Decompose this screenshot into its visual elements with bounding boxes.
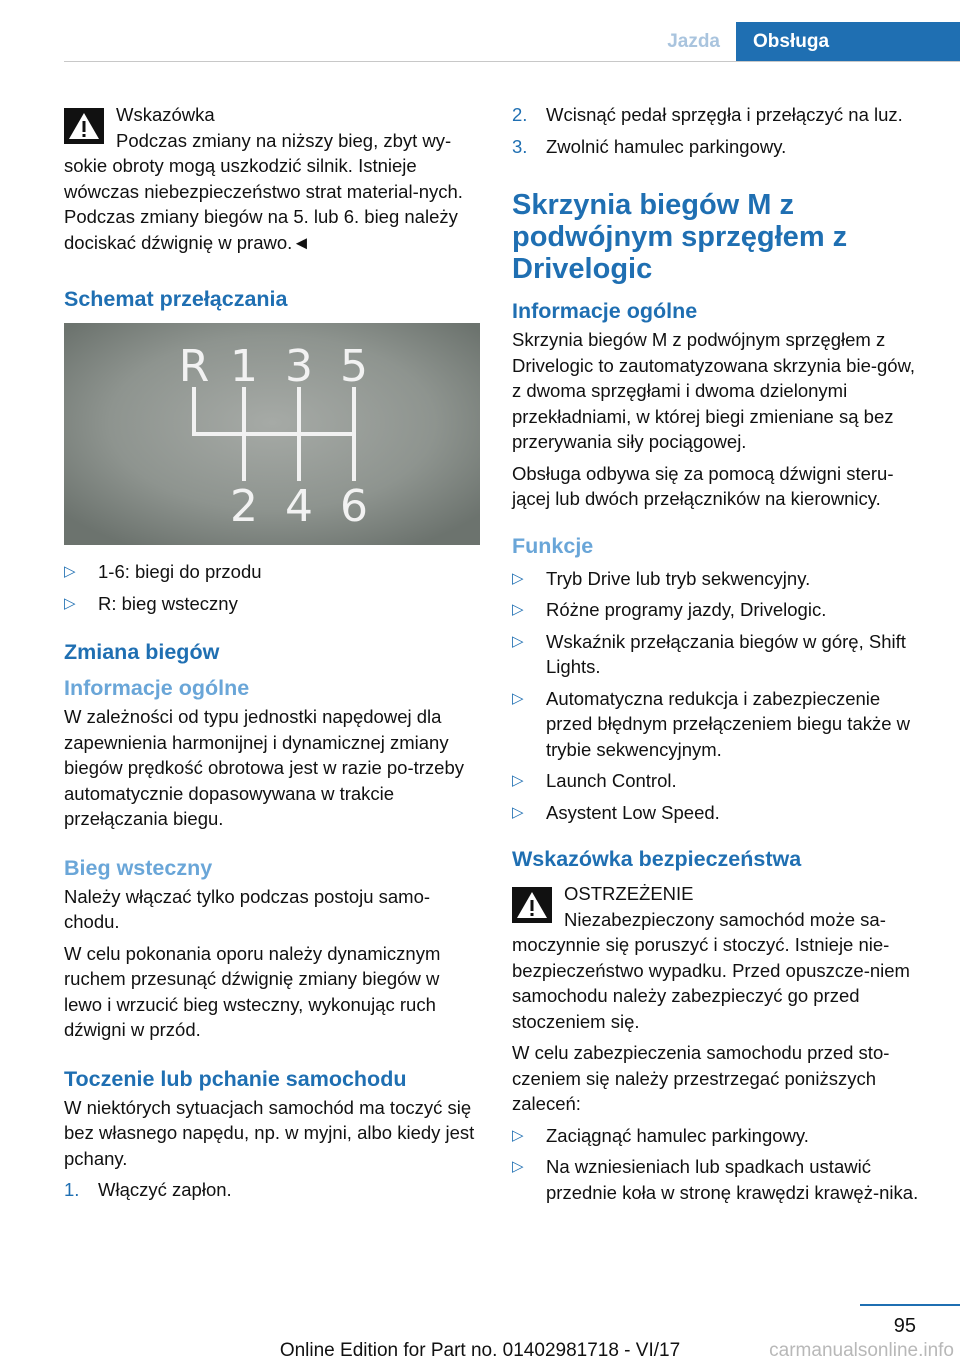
triangle-bullet-icon: ▷: [512, 601, 524, 618]
triangle-bullet-icon: ▷: [512, 772, 524, 789]
gear-label-2: 2: [230, 481, 258, 532]
triangle-bullet-icon: ▷: [512, 632, 524, 650]
gear-label-5: 5: [340, 341, 368, 392]
reverse-gear-heading: Bieg wsteczny: [64, 855, 213, 880]
list-item: ▷ Asystent Low Speed.: [512, 800, 924, 826]
list-item: 1. Włączyć zapłon.: [64, 1179, 232, 1200]
triangle-bullet-icon: ▷: [512, 1158, 524, 1175]
note-block: [64, 102, 480, 255]
general-info-heading: Informacje ogólne: [64, 676, 250, 700]
reverse-gear-text-2: W celu pokonania oporu należy dynamicznym ruchem przesunąć dźwignię zmiany biegów w lewo i wrzucić bieg wsteczny, wykonując ruch dźwigni w przód.: [64, 942, 441, 1040]
right-column: [512, 102, 924, 1211]
steps-list-left: [64, 1177, 480, 1203]
towing-text: W niektórych sytuacjach samochód ma toczyć się bez własnego napędu, np. w myjni, albo kiedy jest pchany.: [64, 1096, 475, 1169]
tab-jazda[interactable]: Jazda: [667, 31, 720, 52]
general-info-text: W zależności od typu jednostki napędowej dla zapewnienia harmonijnej i dynamicznej zmiany biegów prędkość obrotowa jest w razie po-trzeby automatycznie dopasowywana w trakcie przełączania biegu.: [64, 706, 464, 829]
note-title: Wskazówka: [116, 104, 215, 125]
secure-text: W celu zabezpieczenia samochodu przed sto-czeniem się należy przestrzegać poniższych zaleceń:: [512, 1042, 890, 1114]
warning-body: Niezabezpieczony samochód może sa-moczynnie się poruszyć i stoczyć. Istnieje nie-bezpieczeństwo wypadku. Przed opuszcze-niem samochodu należy zabezpieczyć go przed stoczeniem się.: [512, 908, 910, 1032]
functions-heading: Funkcje: [512, 533, 594, 558]
warning-triangle-icon: [64, 108, 104, 144]
list-item: ▷ R: bieg wsteczny: [64, 591, 480, 617]
gear-label-4: 4: [285, 481, 313, 532]
gear-label-1: 1: [230, 341, 258, 392]
page-header: [64, 22, 960, 62]
steps-list-right: [512, 102, 924, 159]
warning-title: OSTRZEŻENIE: [564, 883, 694, 904]
watermark-text: carmanualsonline.info: [769, 1340, 954, 1361]
reverse-gear-text-1: Należy włączać tylko podczas postoju samo-chodu.: [64, 885, 431, 932]
tab-obsluga[interactable]: Obsługa: [736, 22, 960, 62]
edition-text: Online Edition for Part no. 01402981718 - VI/17: [279, 1340, 681, 1361]
schema-list: [64, 559, 480, 616]
triangle-bullet-icon: ▷: [512, 689, 524, 707]
gear-label-6: 6: [340, 481, 368, 532]
footer-rule: [860, 1304, 960, 1306]
list-item: ▷ Automatyczna redukcja i zabezpieczenie przed błędnym przełączeniem biegu także w trybie sekwencyjnym.: [512, 687, 911, 760]
warning-block: [512, 881, 924, 1034]
header-rule: [64, 61, 960, 62]
list-item: ▷ Wskaźnik przełączania biegów w górę, Shift Lights.: [512, 630, 906, 677]
gear-change-heading: Zmiana biegów: [64, 640, 220, 664]
list-item: ▷ Launch Control.: [512, 768, 924, 794]
note-body: Podczas zmiany na niższy bieg, zbyt wy-sokie obroty mogą uszkodzić silnik. Istnieje wówczas niebezpieczeństwo strat material-nych. Podczas zmiany biegów na 5. lub 6. bieg należy dociskać dźwignię w prawo.◄: [64, 129, 463, 253]
list-item: ▷ Zaciągnąć hamulec parkingowy.: [512, 1123, 924, 1149]
list-item: ▷ Tryb Drive lub tryb sekwencyjny.: [512, 566, 924, 592]
schema-heading: Schemat przełączania: [64, 287, 288, 311]
list-item: 2. Wcisnąć pedał sprzęgła i przełączyć na luz.: [512, 104, 903, 125]
page-number: 95: [893, 1315, 916, 1337]
safety-heading: Wskazówka bezpieczeństwa: [512, 847, 802, 871]
general-info-heading-right: Informacje ogólne: [512, 299, 698, 323]
triangle-bullet-icon: ▷: [512, 569, 524, 587]
warning-triangle-icon: [512, 887, 552, 923]
list-item: 3. Zwolnić hamulec parkingowy.: [512, 135, 787, 157]
list-item: ▷ 1-6: biegi do przodu: [64, 559, 480, 585]
functions-list: [512, 566, 924, 826]
left-column: [64, 102, 480, 1209]
gear-shift-pattern-image: [64, 323, 480, 545]
triangle-bullet-icon: ▷: [64, 594, 76, 612]
gear-label-3: 3: [285, 341, 313, 392]
gear-label-r: R: [178, 341, 210, 392]
list-item: ▷ Na wzniesieniach lub spadkach ustawić przednie koła w stronę krawędzi krawęż-nika.: [512, 1156, 919, 1203]
section-title: Skrzynia biegów M z podwójnym sprzęgłem z Drivelogic: [512, 189, 848, 285]
list-item: ▷ Różne programy jazdy, Drivelogic.: [512, 597, 924, 623]
triangle-bullet-icon: ▷: [512, 1126, 524, 1144]
general-info-text-2: Obsługa odbywa się za pomocą dźwigni steru-jącej lub dwóch przełączników na kierownicy.: [512, 462, 894, 509]
secure-list: [512, 1123, 924, 1206]
towing-heading: Toczenie lub pchanie samochodu: [64, 1066, 407, 1091]
triangle-bullet-icon: ▷: [512, 803, 524, 821]
triangle-bullet-icon: ▷: [64, 563, 76, 580]
general-info-text-1: Skrzynia biegów M z podwójnym sprzęgłem z Drivelogic to zautomatyzowana skrzynia bie-gów, z dwoma sprzęgłami i dwoma dzielonymi przekładniami, w której biegi zmieniane są bez przerywania siły pociągowej.: [512, 329, 916, 452]
